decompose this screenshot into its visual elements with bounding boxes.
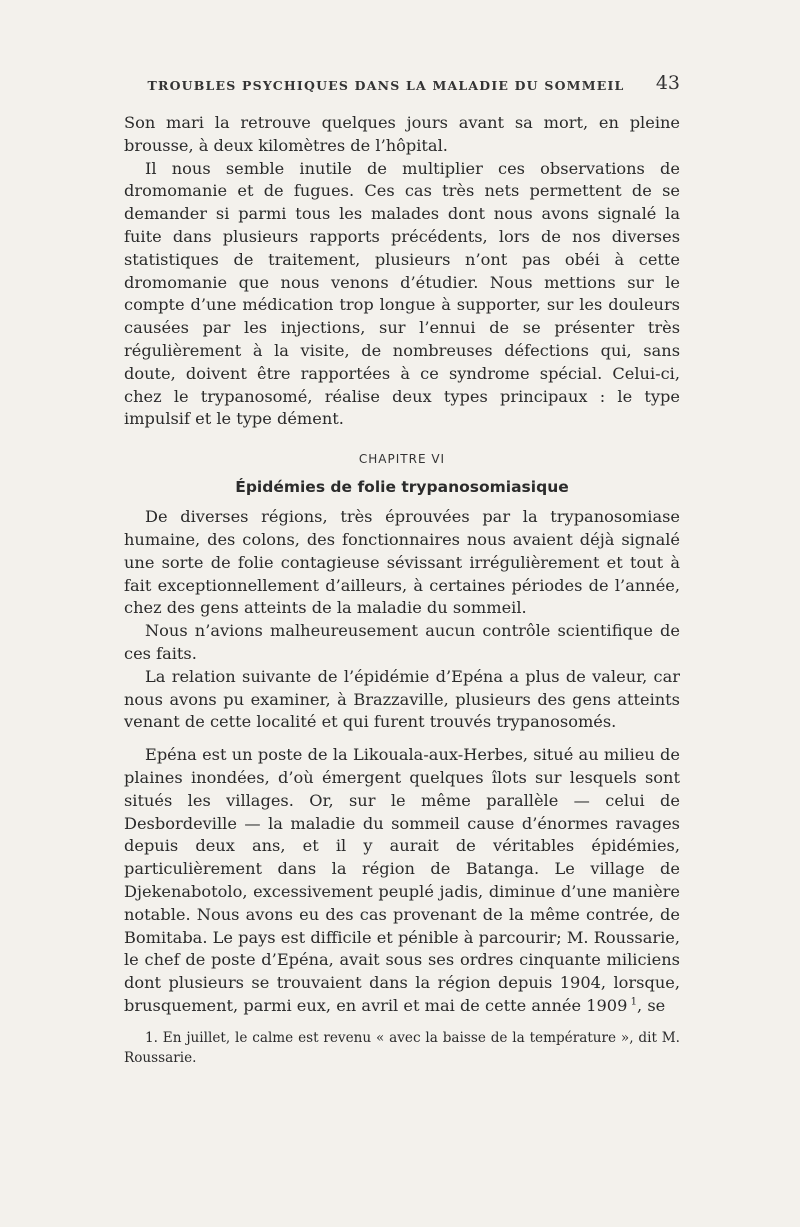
intro-paragraph-2: Il nous semble inutile de multiplier ces observations de dromomanie et de fugues. Ces cas très nets permettent de se demander si parmi tous les malades dont nous avons signalé la fuite dans plusieurs rapports précédents, lors de nos diverses statistiques de traitement, plusieurs n’ont pas obéi à cette dromomanie que nous venons d’étudier. Nous mettions sur le compte d’une médication trop longue à supporter, sur les douleurs causées par les injections, sur l’ennui de se présenter très régulièrement à la visite, de nombreuses défections qui, sans doute, doivent être rapportées à ce syndrome spécial. Celui-ci, chez le trypanosomé, réalise deux types principaux : le type impulsif et le type dément. — [124, 158, 680, 429]
body-paragraph-1: De diverses régions, très éprouvées par la trypanosomiase humaine, des colons, des fonctionnaires nous avaient déjà signalé une sorte de folie contagieuse sévissant irrégulièrement et tout à fait exceptionnellement d’ailleurs, à certaines périodes de l’année, chez des gens atteints de la maladie du sommeil. — [124, 507, 680, 618]
body-paragraph-4 — [124, 744, 680, 1018]
body-paragraph-4-tail: , se — [637, 995, 666, 1015]
footnote: 1. En juillet, le calme est revenu « avec la baisse de la température », dit M. Roussarie. — [124, 1029, 680, 1066]
page-number: 43 — [655, 72, 680, 94]
running-head — [124, 72, 680, 102]
footnote-marker: 1 — [630, 996, 638, 1008]
body-paragraph-2: Nous n’avions malheureusement aucun contrôle scientifique de ces faits. — [124, 621, 680, 663]
main-text — [124, 112, 680, 1068]
chapter-label: CHAPITRE VI — [358, 452, 446, 467]
running-title: TROUBLES PSYCHIQUES DANS LA MALADIE DU SOMMEIL — [147, 78, 625, 93]
intro-paragraph-1: Son mari la retrouve quelques jours avant sa mort, en pleine brousse, à deux kilomètres de l’hôpital. — [124, 113, 680, 155]
body-paragraph-3: La relation suivante de l’épidémie d’Epéna a plus de valeur, car nous avons pu examiner, à Brazzaville, plusieurs des gens atteints venant de cette localité et qui furent trouvés trypanosomés. — [124, 666, 680, 732]
body-paragraph-4-text: Epéna est un poste de la Likouala-aux-Herbes, situé au milieu de plaines inondées, d’où émergent quelques îlots sur lesquels sont situés les villages. Or, sur le même parallèle — celui de Desbordeville — la maladie du sommeil cause d’énormes ravages depuis deux ans, et il y aurait de véritables épidémies, particulièrement dans la région de Batanga. Le village de Djekenabotolo, excessivement peuplé jadis, diminue d’une manière notable. Nous avons eu des cas provenant de la même contrée, de Bomitaba. Le pays est difficile et pénible à parcourir; M. Roussarie, le chef de poste d’Epéna, avait sous ses ordres cinquante miliciens dont plusieurs se trouvaient dans la région depuis 1904, lorsque, brusquement, parmi eux, en avril et mai de cette année 1909 — [124, 745, 680, 1015]
chapter-title: Épidémies de folie trypanosomiasique — [235, 478, 569, 497]
